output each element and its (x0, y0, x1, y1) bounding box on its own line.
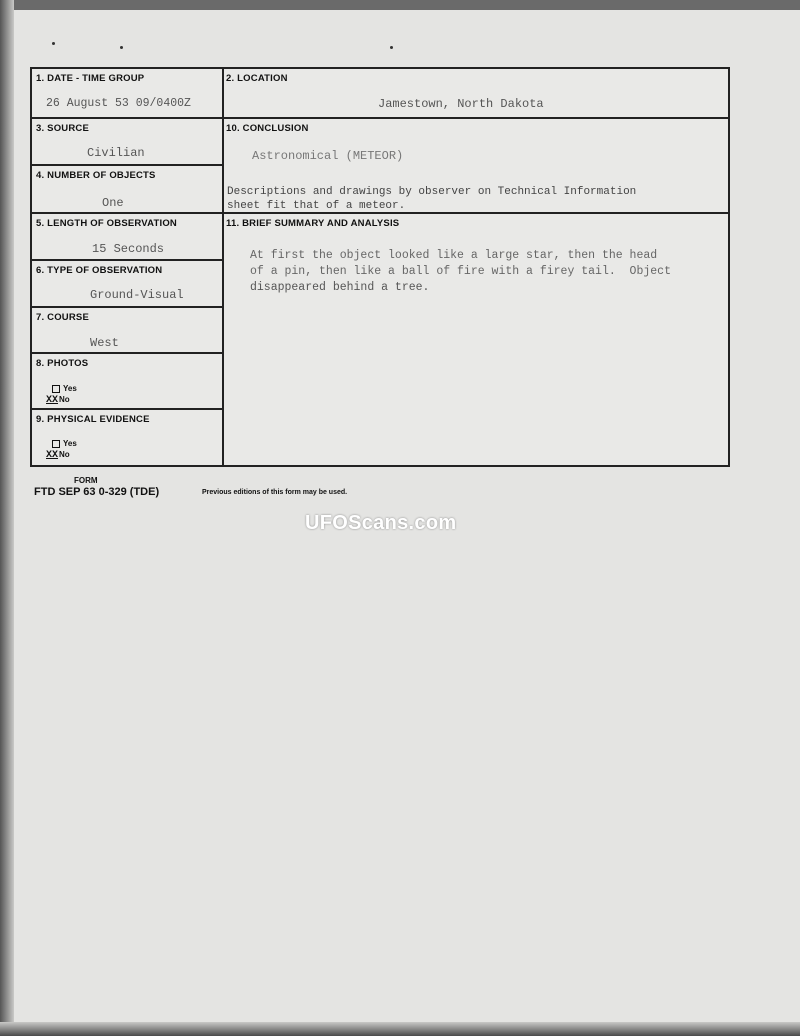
project-card-form (30, 67, 730, 467)
evidence-yes-option (52, 438, 77, 449)
scan-edge-left (0, 0, 14, 1036)
course-label: 7. COURSE (36, 312, 90, 323)
summary-line3: disappeared behind a tree. (250, 281, 430, 294)
photos-no-option (46, 394, 77, 406)
photos-no-label: No (59, 395, 70, 404)
conclusion-note-line2: sheet fit that of a meteor. (227, 200, 406, 212)
conclusion-value: Astronomical (METEOR) (252, 149, 404, 163)
scan-edge-bottom (0, 1022, 800, 1036)
location-cell (222, 69, 728, 119)
course-cell (32, 308, 222, 354)
watermark: UFOScans.com (305, 512, 457, 534)
scan-speck (120, 46, 123, 49)
number-objects-label: 4. NUMBER OF OBJECTS (36, 170, 156, 181)
location-value: Jamestown, North Dakota (378, 97, 544, 111)
conclusion-cell (222, 119, 728, 214)
summary-line1: At first the object looked like a large star, then the head (250, 249, 658, 262)
length-observation-value: 15 Seconds (92, 242, 165, 256)
number-objects-cell (32, 166, 222, 214)
evidence-no-option (46, 449, 77, 461)
form-number: FTD SEP 63 0-329 (TDE) (34, 486, 160, 498)
date-time-value: 26 August 53 09/0400Z (46, 97, 191, 110)
left-column (32, 69, 224, 465)
source-label: 3. SOURCE (36, 123, 90, 134)
photos-yes-option (52, 383, 77, 394)
checkbox-marked-icon: XX (46, 450, 59, 461)
conclusion-note-line1: Descriptions and drawings by observer on Technical Information (227, 186, 637, 198)
source-cell (32, 119, 222, 166)
checkbox-marked-icon: XX (46, 395, 59, 406)
type-observation-value: Ground-Visual (90, 288, 184, 302)
type-observation-label: 6. TYPE OF OBSERVATION (36, 265, 163, 276)
photos-cell (32, 354, 222, 410)
evidence-no-label: No (59, 450, 70, 459)
type-observation-cell (32, 261, 222, 308)
location-label: 2. LOCATION (226, 73, 288, 84)
physical-evidence-checkboxes (46, 438, 77, 461)
summary-cell (222, 214, 728, 465)
scan-edge-top (0, 0, 800, 10)
evidence-yes-label: Yes (63, 439, 77, 448)
number-objects-value: One (102, 196, 124, 210)
photos-yes-label: Yes (63, 384, 77, 393)
physical-evidence-cell (32, 410, 222, 465)
physical-evidence-label: 9. PHYSICAL EVIDENCE (36, 414, 150, 425)
scan-speck (390, 46, 393, 49)
source-value: Civilian (87, 146, 145, 160)
form-word: FORM (74, 476, 98, 485)
photos-checkboxes (46, 383, 77, 406)
conclusion-label: 10. CONCLUSION (226, 123, 309, 134)
summary-label: 11. BRIEF SUMMARY AND ANALYSIS (226, 218, 400, 229)
date-time-cell (32, 69, 222, 119)
scan-speck (52, 42, 55, 45)
photos-label: 8. PHOTOS (36, 358, 89, 369)
length-observation-label: 5. LENGTH OF OBSERVATION (36, 218, 177, 229)
form-notice: Previous editions of this form may be used. (202, 489, 348, 496)
checkbox-empty-icon (52, 440, 60, 448)
length-observation-cell (32, 214, 222, 261)
date-time-label: 1. DATE - TIME GROUP (36, 73, 145, 84)
checkbox-empty-icon (52, 385, 60, 393)
summary-line2: of a pin, then like a ball of fire with a firey tail. Object (250, 265, 671, 278)
course-value: West (90, 336, 119, 350)
